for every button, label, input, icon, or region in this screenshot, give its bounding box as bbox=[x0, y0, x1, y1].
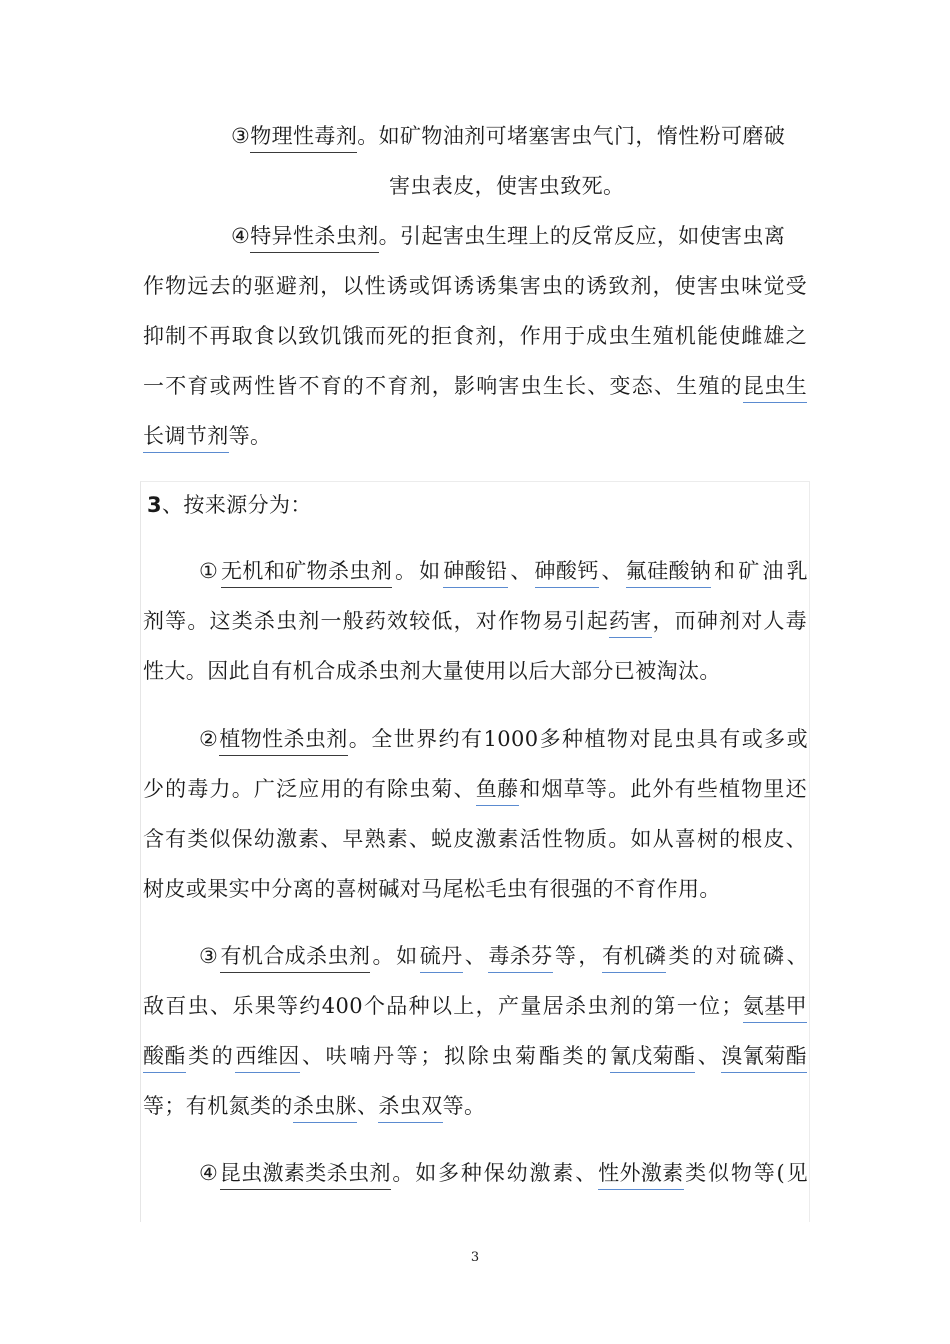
link-carbamate-cont[interactable]: 酸酯 bbox=[143, 1042, 186, 1073]
link-calcium-arsenate[interactable]: 砷酸钙 bbox=[535, 557, 599, 588]
link-carbaryl[interactable]: 西维因 bbox=[235, 1042, 299, 1073]
text-line: ③物理性毒剂。如矿物油剂可堵塞害虫气门，惰性粉可磨破 bbox=[231, 122, 785, 153]
link-thiosultap[interactable]: 杀虫双 bbox=[378, 1092, 442, 1123]
text-line: 抑制不再取食以致饥饿而死的拒食剂，作用于成虫生殖机能使雌雄之 bbox=[143, 324, 807, 348]
text-line: 害虫表皮，使害虫致死。 bbox=[389, 174, 625, 198]
link-lead-arsenate[interactable]: 砷酸铅 bbox=[443, 557, 507, 588]
link-fenvalerate[interactable]: 氰戊菊酯 bbox=[610, 1042, 696, 1073]
text-line: 长调节剂等。 bbox=[143, 422, 271, 453]
link-carbamate[interactable]: 氨基甲 bbox=[743, 992, 807, 1023]
link-insect-growth-regulator[interactable]: 昆虫生 bbox=[743, 372, 807, 403]
link-phytotoxicity[interactable]: 药害 bbox=[609, 607, 652, 638]
link-sodium-fluosilicate[interactable]: 氟硅酸钠 bbox=[626, 557, 712, 588]
link-organophosphorus[interactable]: 有机磷 bbox=[602, 942, 666, 973]
text-line: ④昆虫激素类杀虫剂。如多种保幼激素、性外激素类似物等(见 bbox=[199, 1159, 808, 1190]
text-line: 一不育或两性皆不育的不育剂，影响害虫生长、变态、生殖的昆虫生 bbox=[143, 372, 807, 403]
text-line: 敌百虫、乐果等约400个品种以上，产量居杀虫剂的第一位；氨基甲 bbox=[143, 992, 807, 1023]
text-line: 作物远去的驱避剂，以性诱或饵诱诱集害虫的诱致剂，使害虫味觉受 bbox=[143, 274, 807, 298]
link-sex-pheromone[interactable]: 性外激素 bbox=[598, 1159, 684, 1190]
text-line: ①无机和矿物杀虫剂。如砷酸铅、砷酸钙、氟硅酸钠和矿油乳 bbox=[199, 557, 808, 588]
section-heading: 3、按来源分为： bbox=[147, 493, 312, 517]
term-physical-toxicant: 物理性毒剂 bbox=[250, 122, 357, 153]
link-toxaphene[interactable]: 毒杀芬 bbox=[488, 942, 552, 973]
term-botanical-insecticide: 植物性杀虫剂 bbox=[219, 725, 347, 756]
link-insect-growth-regulator-cont[interactable]: 长调节剂 bbox=[143, 422, 229, 453]
term-hormone-insecticide: 昆虫激素类杀虫剂 bbox=[220, 1159, 391, 1190]
page-number: 3 bbox=[470, 1250, 480, 1265]
text-line: 树皮或果实中分离的喜树碱对马尾松毛虫有很强的不育作用。 bbox=[143, 877, 721, 901]
term-special-insecticide: 特异性杀虫剂 bbox=[250, 222, 378, 253]
text-line: 含有类似保幼激素、早熟素、蜕皮激素活性物质。如从喜树的根皮、 bbox=[143, 827, 807, 851]
text-line: 酸酯类的西维因、呋喃丹等；拟除虫菊酯类的氰戊菊酯、溴氰菊酯 bbox=[143, 1042, 807, 1073]
term-inorganic-insecticide: 无机和矿物杀虫剂 bbox=[221, 557, 392, 588]
link-derris[interactable]: 鱼藤 bbox=[476, 775, 519, 806]
link-chlordimeform[interactable]: 杀虫脒 bbox=[293, 1092, 357, 1123]
text-line: ④特异性杀虫剂。引起害虫生理上的反常反应，如使害虫离 bbox=[231, 222, 785, 253]
text-line: 少的毒力。广泛应用的有除虫菊、鱼藤和烟草等。此外有些植物里还 bbox=[143, 775, 807, 806]
text-line: ②植物性杀虫剂。全世界约有1000多种植物对昆虫具有或多或 bbox=[199, 725, 808, 756]
link-deltamethrin[interactable]: 溴氰菊酯 bbox=[721, 1042, 807, 1073]
text-line: ③有机合成杀虫剂。如硫丹、毒杀芬等，有机磷类的对硫磷、 bbox=[199, 942, 808, 973]
term-synthetic-insecticide: 有机合成杀虫剂 bbox=[220, 942, 370, 973]
text-line: 等；有机氮类的杀虫脒、杀虫双等。 bbox=[143, 1092, 485, 1123]
text-line: 性大。因此自有机合成杀虫剂大量使用以后大部分已被淘汰。 bbox=[143, 659, 721, 683]
text-line: 剂等。这类杀虫剂一般药效较低，对作物易引起药害，而砷剂对人毒 bbox=[143, 607, 807, 638]
link-endosulfan[interactable]: 硫丹 bbox=[420, 942, 463, 973]
